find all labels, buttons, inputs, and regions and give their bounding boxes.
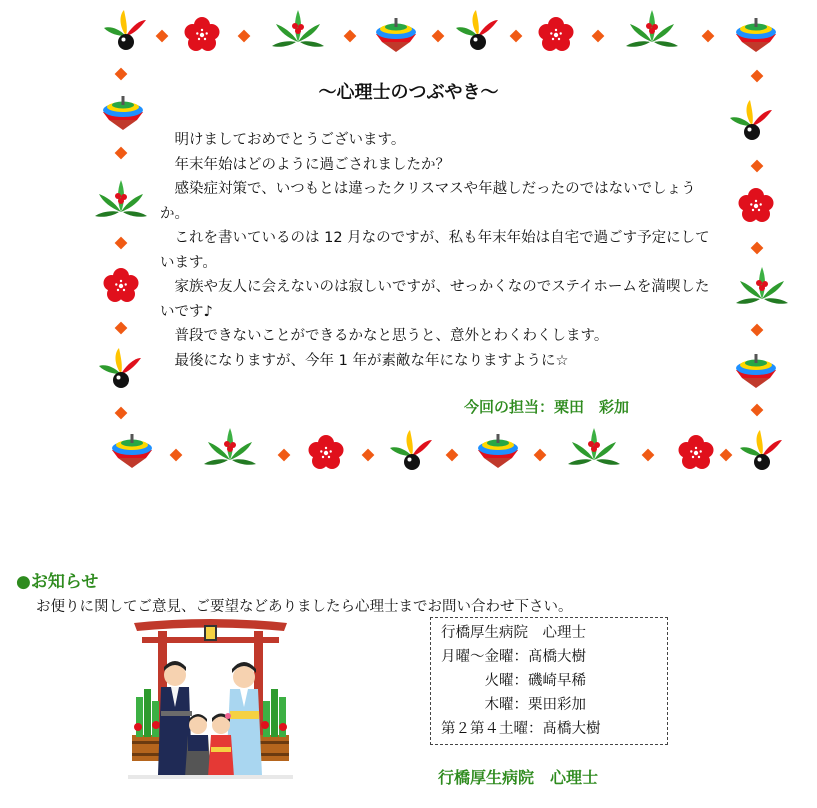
notice-heading-label: お知らせ <box>30 572 99 592</box>
schedule-line: 火曜：磯崎早稀 <box>441 673 586 689</box>
bullet-dot-icon: ● <box>16 572 31 592</box>
schedule-line: 月曜～金曜：髙橋大樹 <box>441 649 586 665</box>
hospital-footer: 行橋厚生病院 心理士 <box>438 768 599 787</box>
paragraph: 感染症対策で、いつもとは違ったクリスマスや年越しだったのではないでしょうか。 <box>160 181 696 222</box>
paragraph: 最後になりますが、今年 1 年が素敵な年になりますように☆ <box>174 352 569 369</box>
notice-heading <box>16 567 98 592</box>
notice-text: お便りに関してご意見、ご要望などありましたら心理士までお問い合わせ下さい。 <box>36 599 573 615</box>
schedule-box <box>430 617 668 745</box>
schedule-line: 行橋厚生病院 心理士 <box>441 625 586 641</box>
schedule-line: 第２第４土曜：髙橋大樹 <box>441 721 601 737</box>
paragraph: 普段できないことができるかなと思うと、意外とわくわくします。 <box>174 328 609 344</box>
schedule-line: 木曜：栗田彩加 <box>441 697 586 713</box>
author-signature: 今回の担当：栗田 彩加 <box>464 398 630 416</box>
family-shrine-illustration <box>128 615 293 790</box>
paragraph: 年末年始はどのように過ごされましたか？ <box>174 156 450 173</box>
paragraph: 明けましておめでとうございます。 <box>174 132 406 148</box>
paragraph: 家族や友人に会えないのは寂しいですが、せっかくなのでステイホームを満喫したいです♪ <box>160 279 710 320</box>
paragraph: これを書いているのは 12 月なのですが、私も年末年始は自宅で過ごす予定にしています。 <box>160 230 710 271</box>
newsletter-title: ～心理士のつぶやき～ <box>318 82 499 103</box>
newsletter-body <box>160 128 720 373</box>
